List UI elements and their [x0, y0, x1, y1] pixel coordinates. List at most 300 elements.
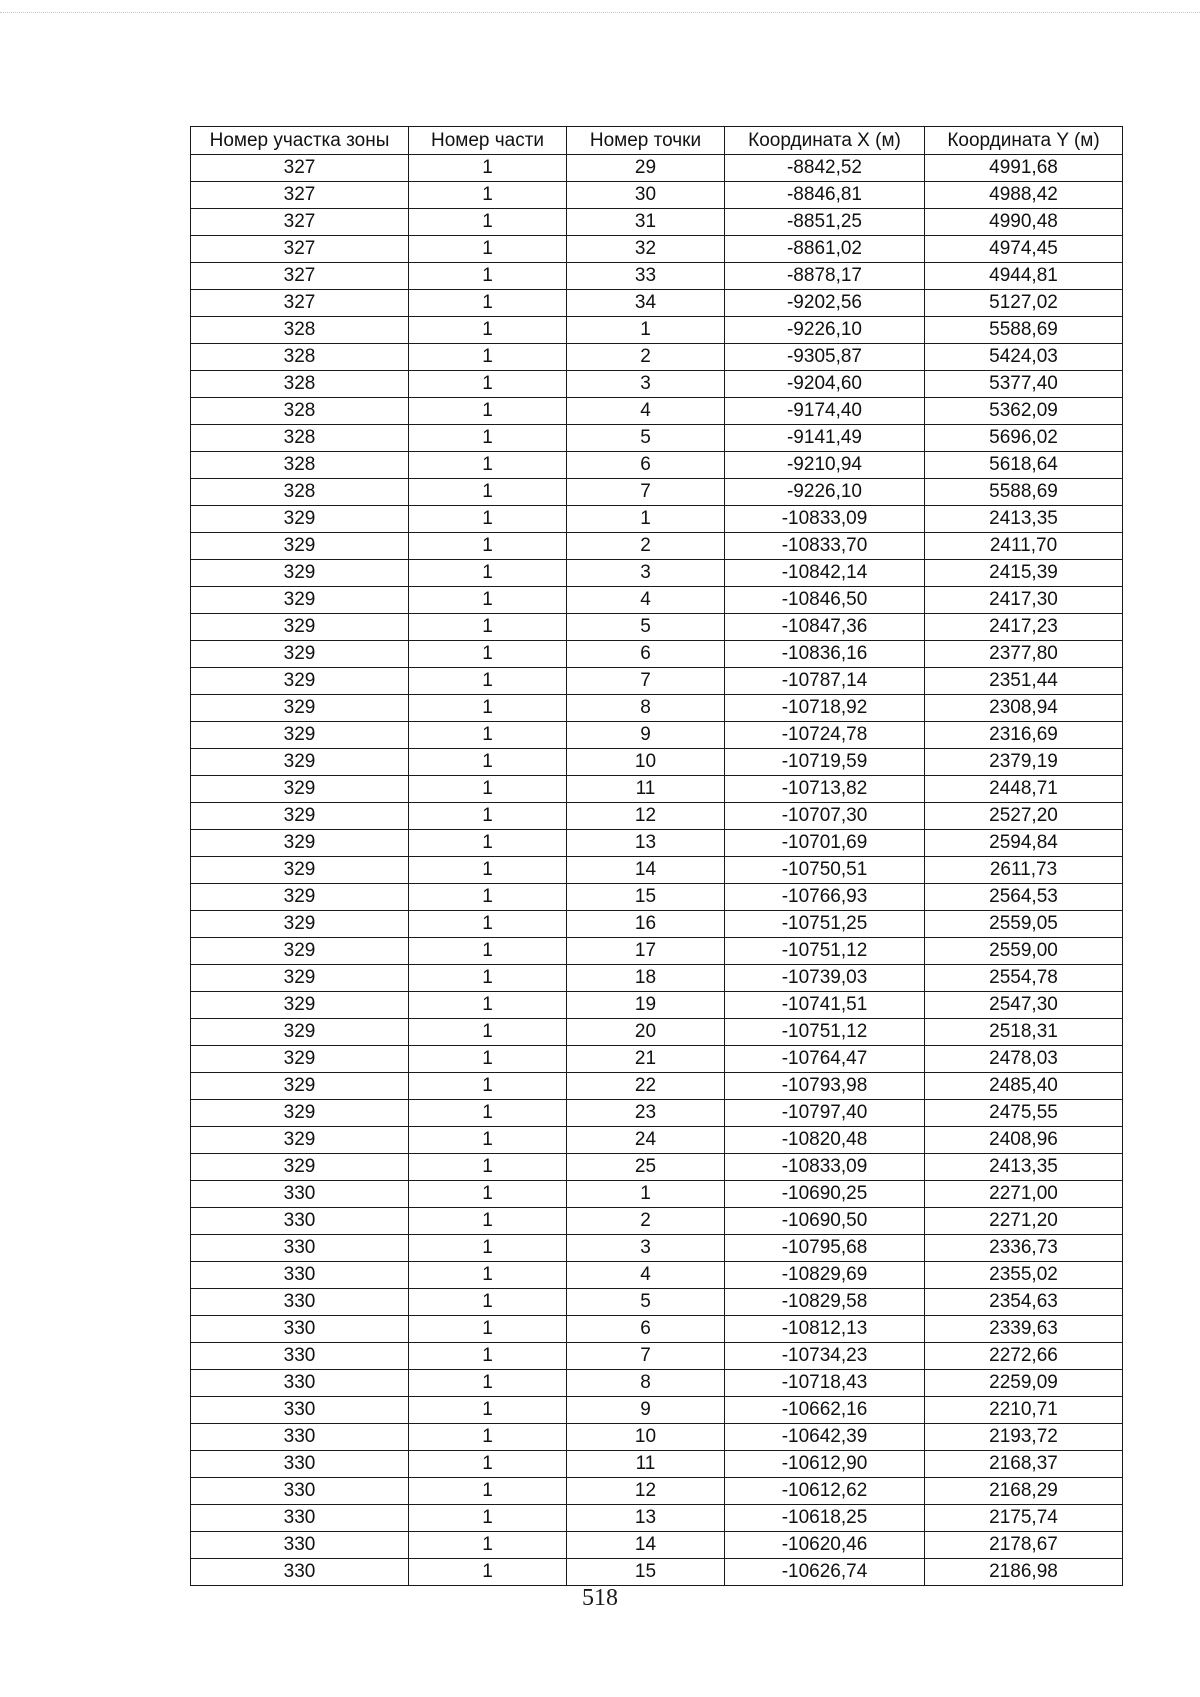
cell-coordinate-x: -10719,59 — [725, 749, 925, 776]
cell-coordinate-y: 2168,29 — [925, 1478, 1123, 1505]
cell-zone-number: 330 — [191, 1370, 409, 1397]
table-row — [191, 1046, 1123, 1073]
cell-coordinate-x: -10734,23 — [725, 1343, 925, 1370]
cell-part-number: 1 — [409, 911, 567, 938]
cell-zone-number: 329 — [191, 830, 409, 857]
cell-coordinate-y: 2271,20 — [925, 1208, 1123, 1235]
cell-coordinate-x: -10833,09 — [725, 1154, 925, 1181]
table-row — [191, 1397, 1123, 1424]
cell-coordinate-y: 4991,68 — [925, 155, 1123, 182]
table-row — [191, 1559, 1123, 1586]
cell-coordinate-y: 5127,02 — [925, 290, 1123, 317]
cell-zone-number: 328 — [191, 479, 409, 506]
cell-part-number: 1 — [409, 668, 567, 695]
cell-part-number: 1 — [409, 722, 567, 749]
cell-coordinate-x: -10662,16 — [725, 1397, 925, 1424]
cell-coordinate-y: 5588,69 — [925, 479, 1123, 506]
cell-point-number: 33 — [567, 263, 725, 290]
cell-coordinate-x: -10724,78 — [725, 722, 925, 749]
cell-part-number: 1 — [409, 1289, 567, 1316]
table-row — [191, 371, 1123, 398]
cell-coordinate-x: -10620,46 — [725, 1532, 925, 1559]
cell-part-number: 1 — [409, 1154, 567, 1181]
cell-zone-number: 328 — [191, 425, 409, 452]
cell-point-number: 17 — [567, 938, 725, 965]
cell-coordinate-x: -10766,93 — [725, 884, 925, 911]
cell-coordinate-y: 2518,31 — [925, 1019, 1123, 1046]
cell-coordinate-x: -9174,40 — [725, 398, 925, 425]
table-row — [191, 452, 1123, 479]
table-row — [191, 992, 1123, 1019]
cell-coordinate-x: -10701,69 — [725, 830, 925, 857]
cell-coordinate-x: -10718,92 — [725, 695, 925, 722]
cell-part-number: 1 — [409, 1262, 567, 1289]
cell-zone-number: 329 — [191, 1046, 409, 1073]
cell-point-number: 7 — [567, 668, 725, 695]
table-row — [191, 668, 1123, 695]
cell-part-number: 1 — [409, 398, 567, 425]
cell-zone-number: 328 — [191, 398, 409, 425]
cell-coordinate-y: 2271,00 — [925, 1181, 1123, 1208]
coordinates-table — [190, 126, 1123, 1586]
cell-part-number: 1 — [409, 1451, 567, 1478]
cell-part-number: 1 — [409, 452, 567, 479]
cell-coordinate-x: -10642,39 — [725, 1424, 925, 1451]
cell-zone-number: 329 — [191, 560, 409, 587]
cell-zone-number: 330 — [191, 1181, 409, 1208]
cell-coordinate-x: -10718,43 — [725, 1370, 925, 1397]
cell-point-number: 3 — [567, 371, 725, 398]
cell-zone-number: 329 — [191, 695, 409, 722]
header-point-number: Номер точки — [567, 127, 725, 155]
cell-part-number: 1 — [409, 992, 567, 1019]
cell-coordinate-x: -10833,70 — [725, 533, 925, 560]
cell-zone-number: 327 — [191, 182, 409, 209]
cell-zone-number: 327 — [191, 263, 409, 290]
cell-coordinate-y: 4944,81 — [925, 263, 1123, 290]
cell-point-number: 12 — [567, 803, 725, 830]
cell-part-number: 1 — [409, 1046, 567, 1073]
cell-zone-number: 327 — [191, 236, 409, 263]
cell-coordinate-y: 2611,73 — [925, 857, 1123, 884]
cell-zone-number: 330 — [191, 1316, 409, 1343]
table-row — [191, 155, 1123, 182]
cell-point-number: 34 — [567, 290, 725, 317]
table-row — [191, 344, 1123, 371]
cell-part-number: 1 — [409, 1370, 567, 1397]
cell-zone-number: 328 — [191, 344, 409, 371]
cell-zone-number: 330 — [191, 1343, 409, 1370]
cell-part-number: 1 — [409, 290, 567, 317]
table-row — [191, 1127, 1123, 1154]
cell-part-number: 1 — [409, 965, 567, 992]
table-row — [191, 425, 1123, 452]
cell-coordinate-y: 2478,03 — [925, 1046, 1123, 1073]
cell-point-number: 2 — [567, 1208, 725, 1235]
cell-coordinate-x: -10797,40 — [725, 1100, 925, 1127]
cell-part-number: 1 — [409, 776, 567, 803]
table-row — [191, 1289, 1123, 1316]
cell-point-number: 5 — [567, 1289, 725, 1316]
cell-point-number: 10 — [567, 1424, 725, 1451]
cell-point-number: 13 — [567, 1505, 725, 1532]
table-row — [191, 1181, 1123, 1208]
cell-coordinate-x: -10739,03 — [725, 965, 925, 992]
cell-part-number: 1 — [409, 533, 567, 560]
table-body — [191, 155, 1123, 1586]
cell-part-number: 1 — [409, 479, 567, 506]
cell-coordinate-x: -10751,12 — [725, 1019, 925, 1046]
table-row — [191, 1208, 1123, 1235]
cell-coordinate-x: -9210,94 — [725, 452, 925, 479]
table-row — [191, 1019, 1123, 1046]
cell-zone-number: 329 — [191, 533, 409, 560]
cell-coordinate-x: -9204,60 — [725, 371, 925, 398]
cell-coordinate-y: 5696,02 — [925, 425, 1123, 452]
cell-zone-number: 329 — [191, 965, 409, 992]
cell-coordinate-y: 2413,35 — [925, 506, 1123, 533]
cell-zone-number: 328 — [191, 317, 409, 344]
cell-coordinate-y: 2413,35 — [925, 1154, 1123, 1181]
header-row — [191, 127, 1123, 155]
cell-zone-number: 329 — [191, 776, 409, 803]
cell-point-number: 10 — [567, 749, 725, 776]
cell-point-number: 24 — [567, 1127, 725, 1154]
cell-coordinate-x: -10750,51 — [725, 857, 925, 884]
table-row — [191, 1424, 1123, 1451]
header-coordinate-x: Координата X (м) — [725, 127, 925, 155]
cell-point-number: 14 — [567, 1532, 725, 1559]
cell-point-number: 8 — [567, 1370, 725, 1397]
table-row — [191, 857, 1123, 884]
cell-point-number: 11 — [567, 1451, 725, 1478]
table-row — [191, 1343, 1123, 1370]
cell-coordinate-y: 2408,96 — [925, 1127, 1123, 1154]
cell-zone-number: 329 — [191, 587, 409, 614]
scan-edge-line — [0, 12, 1200, 13]
cell-zone-number: 329 — [191, 911, 409, 938]
cell-point-number: 20 — [567, 1019, 725, 1046]
cell-zone-number: 329 — [191, 749, 409, 776]
cell-coordinate-x: -10820,48 — [725, 1127, 925, 1154]
cell-point-number: 12 — [567, 1478, 725, 1505]
cell-coordinate-y: 2272,66 — [925, 1343, 1123, 1370]
cell-coordinate-y: 2308,94 — [925, 695, 1123, 722]
table-row — [191, 1235, 1123, 1262]
cell-coordinate-y: 2193,72 — [925, 1424, 1123, 1451]
cell-coordinate-y: 2554,78 — [925, 965, 1123, 992]
table-row — [191, 776, 1123, 803]
cell-zone-number: 327 — [191, 155, 409, 182]
table-row — [191, 938, 1123, 965]
table-row — [191, 1478, 1123, 1505]
table-row — [191, 641, 1123, 668]
cell-part-number: 1 — [409, 236, 567, 263]
cell-coordinate-y: 4990,48 — [925, 209, 1123, 236]
cell-point-number: 9 — [567, 1397, 725, 1424]
cell-coordinate-x: -10690,50 — [725, 1208, 925, 1235]
table-row — [191, 614, 1123, 641]
table-row — [191, 533, 1123, 560]
cell-coordinate-y: 2259,09 — [925, 1370, 1123, 1397]
cell-coordinate-y: 2336,73 — [925, 1235, 1123, 1262]
cell-zone-number: 327 — [191, 209, 409, 236]
cell-zone-number: 329 — [191, 506, 409, 533]
cell-coordinate-y: 2316,69 — [925, 722, 1123, 749]
cell-zone-number: 330 — [191, 1397, 409, 1424]
cell-zone-number: 330 — [191, 1451, 409, 1478]
table-row — [191, 317, 1123, 344]
cell-part-number: 1 — [409, 857, 567, 884]
cell-point-number: 15 — [567, 884, 725, 911]
cell-point-number: 18 — [567, 965, 725, 992]
cell-zone-number: 329 — [191, 1019, 409, 1046]
cell-coordinate-x: -10846,50 — [725, 587, 925, 614]
cell-point-number: 31 — [567, 209, 725, 236]
cell-coordinate-x: -9202,56 — [725, 290, 925, 317]
cell-coordinate-y: 5618,64 — [925, 452, 1123, 479]
cell-part-number: 1 — [409, 1073, 567, 1100]
cell-coordinate-y: 2178,67 — [925, 1532, 1123, 1559]
cell-coordinate-x: -9226,10 — [725, 479, 925, 506]
cell-zone-number: 329 — [191, 803, 409, 830]
cell-coordinate-y: 2564,53 — [925, 884, 1123, 911]
cell-coordinate-y: 2415,39 — [925, 560, 1123, 587]
cell-point-number: 13 — [567, 830, 725, 857]
table-row — [191, 1370, 1123, 1397]
cell-coordinate-y: 5377,40 — [925, 371, 1123, 398]
table-row — [191, 290, 1123, 317]
cell-coordinate-x: -10795,68 — [725, 1235, 925, 1262]
cell-point-number: 3 — [567, 560, 725, 587]
cell-coordinate-y: 2175,74 — [925, 1505, 1123, 1532]
cell-zone-number: 330 — [191, 1505, 409, 1532]
cell-coordinate-y: 2339,63 — [925, 1316, 1123, 1343]
cell-coordinate-x: -10842,14 — [725, 560, 925, 587]
cell-coordinate-y: 2485,40 — [925, 1073, 1123, 1100]
cell-point-number: 22 — [567, 1073, 725, 1100]
header-coordinate-y: Координата Y (м) — [925, 127, 1123, 155]
cell-coordinate-x: -9141,49 — [725, 425, 925, 452]
table-row — [191, 1100, 1123, 1127]
cell-coordinate-y: 2354,63 — [925, 1289, 1123, 1316]
table-row — [191, 749, 1123, 776]
table-row — [191, 560, 1123, 587]
cell-zone-number: 329 — [191, 938, 409, 965]
cell-part-number: 1 — [409, 155, 567, 182]
cell-point-number: 6 — [567, 452, 725, 479]
cell-part-number: 1 — [409, 425, 567, 452]
cell-part-number: 1 — [409, 1181, 567, 1208]
cell-coordinate-x: -10829,58 — [725, 1289, 925, 1316]
cell-part-number: 1 — [409, 1235, 567, 1262]
cell-zone-number: 330 — [191, 1424, 409, 1451]
cell-point-number: 19 — [567, 992, 725, 1019]
cell-coordinate-x: -10829,69 — [725, 1262, 925, 1289]
cell-coordinate-x: -10847,36 — [725, 614, 925, 641]
cell-point-number: 2 — [567, 344, 725, 371]
header-zone-number: Номер участка зоны — [191, 127, 409, 155]
cell-zone-number: 329 — [191, 857, 409, 884]
cell-zone-number: 328 — [191, 371, 409, 398]
cell-part-number: 1 — [409, 317, 567, 344]
cell-coordinate-x: -10713,82 — [725, 776, 925, 803]
cell-coordinate-x: -8842,52 — [725, 155, 925, 182]
cell-coordinate-x: -10833,09 — [725, 506, 925, 533]
cell-point-number: 25 — [567, 1154, 725, 1181]
cell-part-number: 1 — [409, 614, 567, 641]
cell-zone-number: 330 — [191, 1289, 409, 1316]
cell-part-number: 1 — [409, 1019, 567, 1046]
cell-coordinate-x: -10690,25 — [725, 1181, 925, 1208]
cell-coordinate-y: 2559,05 — [925, 911, 1123, 938]
cell-part-number: 1 — [409, 560, 567, 587]
cell-part-number: 1 — [409, 182, 567, 209]
cell-part-number: 1 — [409, 1316, 567, 1343]
cell-zone-number: 327 — [191, 290, 409, 317]
cell-coordinate-x: -10612,90 — [725, 1451, 925, 1478]
cell-coordinate-y: 2417,23 — [925, 614, 1123, 641]
cell-zone-number: 330 — [191, 1532, 409, 1559]
cell-coordinate-y: 2186,98 — [925, 1559, 1123, 1586]
cell-part-number: 1 — [409, 371, 567, 398]
table-header — [191, 127, 1123, 155]
table-row — [191, 1451, 1123, 1478]
cell-part-number: 1 — [409, 1559, 567, 1586]
cell-point-number: 15 — [567, 1559, 725, 1586]
cell-coordinate-y: 2559,00 — [925, 938, 1123, 965]
cell-coordinate-x: -10707,30 — [725, 803, 925, 830]
cell-part-number: 1 — [409, 263, 567, 290]
cell-part-number: 1 — [409, 1478, 567, 1505]
table-row — [191, 182, 1123, 209]
cell-point-number: 32 — [567, 236, 725, 263]
table-row — [191, 263, 1123, 290]
cell-part-number: 1 — [409, 587, 567, 614]
cell-part-number: 1 — [409, 1424, 567, 1451]
cell-point-number: 3 — [567, 1235, 725, 1262]
cell-zone-number: 330 — [191, 1208, 409, 1235]
table-row — [191, 1154, 1123, 1181]
cell-coordinate-y: 2448,71 — [925, 776, 1123, 803]
table-row — [191, 1073, 1123, 1100]
cell-coordinate-y: 4988,42 — [925, 182, 1123, 209]
cell-coordinate-x: -10812,13 — [725, 1316, 925, 1343]
cell-part-number: 1 — [409, 1505, 567, 1532]
cell-part-number: 1 — [409, 803, 567, 830]
cell-point-number: 7 — [567, 1343, 725, 1370]
cell-zone-number: 329 — [191, 722, 409, 749]
cell-coordinate-x: -10836,16 — [725, 641, 925, 668]
cell-part-number: 1 — [409, 695, 567, 722]
cell-coordinate-x: -10626,74 — [725, 1559, 925, 1586]
cell-part-number: 1 — [409, 1343, 567, 1370]
cell-zone-number: 329 — [191, 992, 409, 1019]
cell-zone-number: 330 — [191, 1235, 409, 1262]
cell-zone-number: 329 — [191, 641, 409, 668]
cell-point-number: 9 — [567, 722, 725, 749]
cell-part-number: 1 — [409, 1208, 567, 1235]
cell-part-number: 1 — [409, 749, 567, 776]
cell-coordinate-y: 2210,71 — [925, 1397, 1123, 1424]
cell-point-number: 6 — [567, 1316, 725, 1343]
table-row — [191, 1532, 1123, 1559]
cell-point-number: 14 — [567, 857, 725, 884]
cell-coordinate-x: -10793,98 — [725, 1073, 925, 1100]
header-part-number: Номер части — [409, 127, 567, 155]
cell-zone-number: 330 — [191, 1559, 409, 1586]
cell-coordinate-x: -9226,10 — [725, 317, 925, 344]
cell-part-number: 1 — [409, 1532, 567, 1559]
cell-coordinate-x: -10741,51 — [725, 992, 925, 1019]
cell-point-number: 11 — [567, 776, 725, 803]
cell-coordinate-y: 2547,30 — [925, 992, 1123, 1019]
cell-point-number: 30 — [567, 182, 725, 209]
cell-point-number: 5 — [567, 614, 725, 641]
cell-zone-number: 329 — [191, 1154, 409, 1181]
cell-zone-number: 328 — [191, 452, 409, 479]
page-number: 518 — [582, 1585, 618, 1611]
table-row — [191, 695, 1123, 722]
cell-coordinate-y: 2411,70 — [925, 533, 1123, 560]
cell-coordinate-y: 2377,80 — [925, 641, 1123, 668]
table-row — [191, 722, 1123, 749]
cell-part-number: 1 — [409, 506, 567, 533]
cell-coordinate-x: -10751,12 — [725, 938, 925, 965]
cell-point-number: 16 — [567, 911, 725, 938]
cell-coordinate-x: -10751,25 — [725, 911, 925, 938]
cell-point-number: 1 — [567, 506, 725, 533]
cell-point-number: 1 — [567, 317, 725, 344]
cell-coordinate-y: 2379,19 — [925, 749, 1123, 776]
table-row — [191, 911, 1123, 938]
cell-point-number: 4 — [567, 1262, 725, 1289]
cell-zone-number: 329 — [191, 614, 409, 641]
cell-part-number: 1 — [409, 830, 567, 857]
cell-part-number: 1 — [409, 641, 567, 668]
cell-zone-number: 329 — [191, 1127, 409, 1154]
cell-point-number: 23 — [567, 1100, 725, 1127]
cell-point-number: 1 — [567, 1181, 725, 1208]
cell-coordinate-x: -8851,25 — [725, 209, 925, 236]
cell-coordinate-y: 2527,20 — [925, 803, 1123, 830]
cell-part-number: 1 — [409, 344, 567, 371]
cell-point-number: 7 — [567, 479, 725, 506]
cell-coordinate-y: 5362,09 — [925, 398, 1123, 425]
cell-zone-number: 330 — [191, 1478, 409, 1505]
cell-coordinate-y: 2417,30 — [925, 587, 1123, 614]
cell-point-number: 8 — [567, 695, 725, 722]
cell-part-number: 1 — [409, 1397, 567, 1424]
cell-coordinate-x: -10764,47 — [725, 1046, 925, 1073]
cell-coordinate-x: -10618,25 — [725, 1505, 925, 1532]
cell-coordinate-x: -9305,87 — [725, 344, 925, 371]
cell-coordinate-x: -8878,17 — [725, 263, 925, 290]
cell-coordinate-y: 5588,69 — [925, 317, 1123, 344]
table-row — [191, 479, 1123, 506]
cell-coordinate-x: -10612,62 — [725, 1478, 925, 1505]
cell-coordinate-y: 2351,44 — [925, 668, 1123, 695]
table-row — [191, 965, 1123, 992]
cell-part-number: 1 — [409, 938, 567, 965]
cell-part-number: 1 — [409, 1100, 567, 1127]
cell-coordinate-y: 2168,37 — [925, 1451, 1123, 1478]
table-row — [191, 209, 1123, 236]
cell-coordinate-x: -10787,14 — [725, 668, 925, 695]
cell-coordinate-y: 5424,03 — [925, 344, 1123, 371]
cell-coordinate-y: 4974,45 — [925, 236, 1123, 263]
cell-point-number: 4 — [567, 587, 725, 614]
